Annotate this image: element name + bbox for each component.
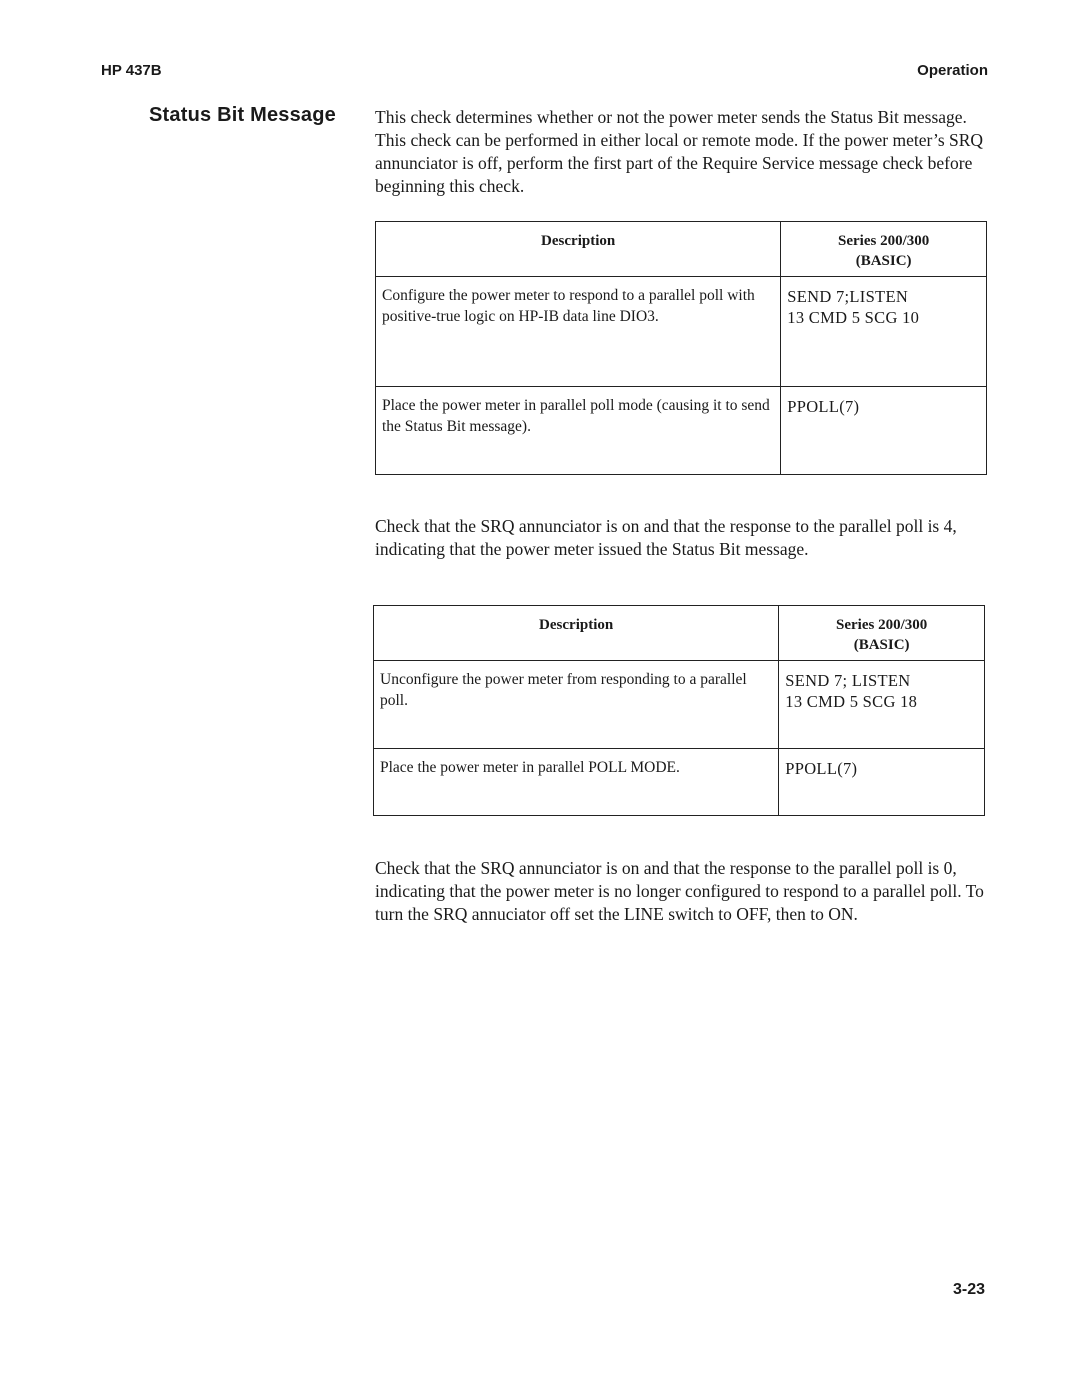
code-header-line2: (BASIC): [853, 637, 910, 653]
code-line: SEND 7; LISTEN: [785, 671, 911, 690]
code-header-line2: (BASIC): [855, 253, 912, 269]
code-header-line1: Series 200/300: [838, 233, 930, 249]
row-description: Configure the power meter to respond to a parallel poll with positive-true logic on HP-IB data line DIO3.: [376, 277, 781, 387]
code-line: PPOLL(7): [785, 759, 858, 778]
command-table-1: [375, 221, 987, 475]
command-table-2: [373, 605, 985, 816]
running-head-chapter: Operation: [917, 62, 988, 79]
code-header: [779, 606, 985, 661]
code-header-line1: Series 200/300: [836, 617, 928, 633]
description-header: Description: [374, 606, 779, 661]
table-row: [374, 661, 985, 749]
code-line: 13 CMD 5 SCG 10: [787, 308, 920, 327]
page-number: 3-23: [952, 1281, 985, 1298]
row-description: Unconfigure the power meter from responding to a parallel poll.: [374, 661, 779, 749]
row-code: [781, 277, 987, 387]
row-code: [781, 387, 987, 475]
intro-paragraph: This check determines whether or not the power meter sends the Status Bit message. This check can be performed in either local or remote mode. If the power meter’s SRQ annunciator is off, perform the first part of the Require Service message check before beginning this check.: [375, 107, 984, 196]
running-head-model: HP 437B: [101, 62, 162, 79]
row-description: Place the power meter in parallel POLL MODE.: [374, 749, 779, 816]
table-header-row: [376, 222, 987, 277]
code-line: SEND 7;LISTEN: [787, 287, 909, 306]
row-description: Place the power meter in parallel poll mode (causing it to send the Status Bit message).: [376, 387, 781, 475]
table-row: [376, 387, 987, 475]
section-title: Status Bit Message: [149, 104, 336, 126]
table-header-row: [374, 606, 985, 661]
row-code: [779, 749, 985, 816]
code-line: 13 CMD 5 SCG 18: [785, 692, 918, 711]
row-code: [779, 661, 985, 749]
table-row: [374, 749, 985, 816]
code-header: [781, 222, 987, 277]
description-header: Description: [376, 222, 781, 277]
table-row: [376, 277, 987, 387]
check-paragraph-1: Check that the SRQ annunciator is on and that the response to the parallel poll is 4, indicating that the power meter issued the Status Bit message.: [375, 516, 957, 559]
code-line: PPOLL(7): [787, 397, 860, 416]
check-paragraph-2: Check that the SRQ annunciator is on and that the response to the parallel poll is 0, indicating that the power meter is no longer configured to respond to a parallel poll. To turn the SRQ annuciator off set the LINE switch to OFF, then to ON.: [375, 858, 984, 924]
